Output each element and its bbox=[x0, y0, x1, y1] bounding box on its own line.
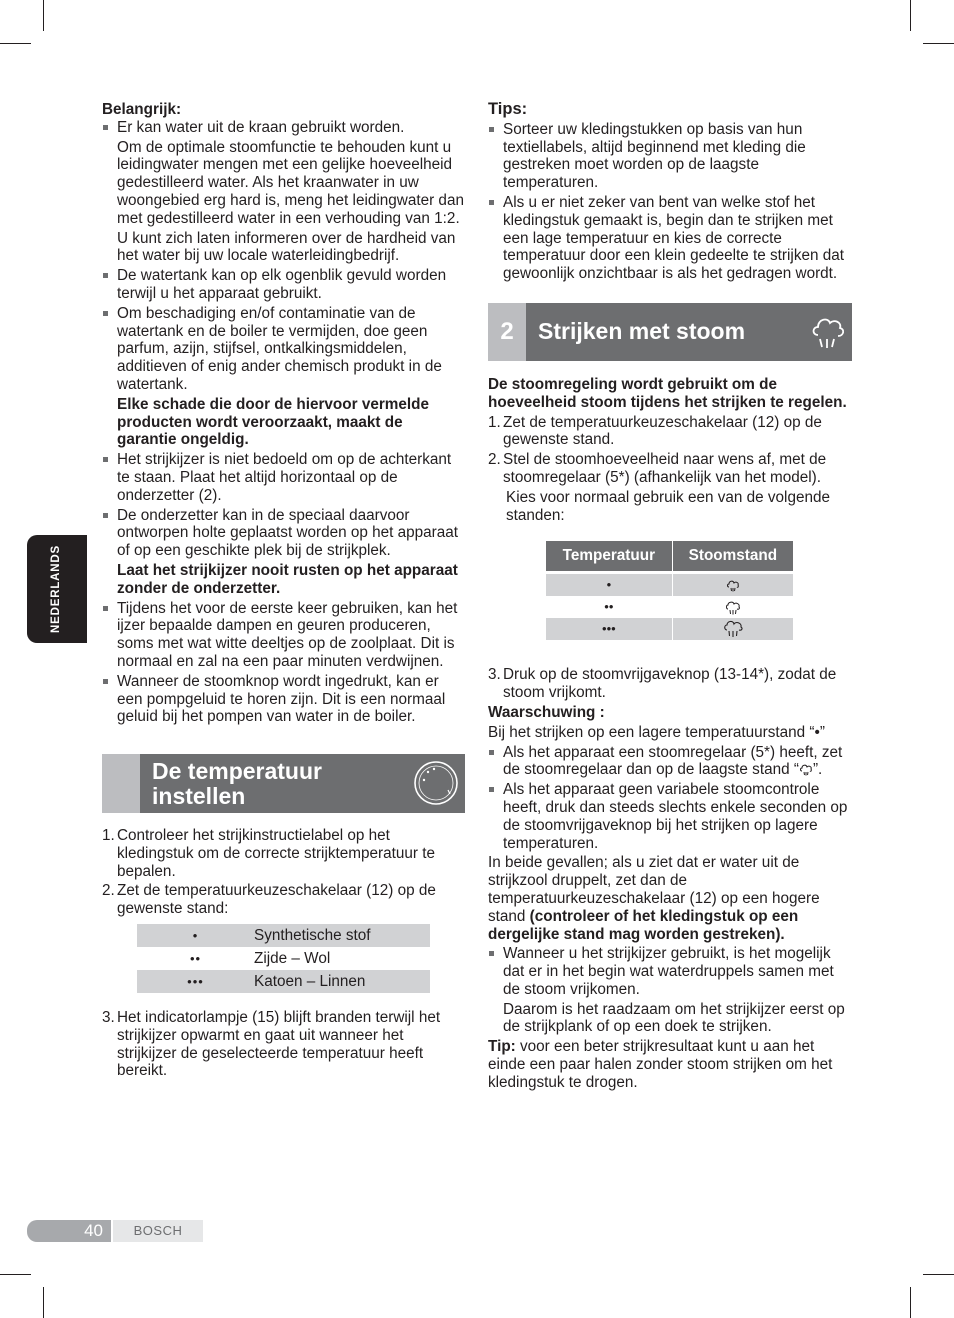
steam-cloud-icon bbox=[810, 313, 846, 351]
list-item: Het strijkijzer is niet bedoeld om op de achterkant te staan. Plaat het altijd horizontaal op de onderzetter (2). bbox=[102, 451, 464, 504]
crop-mark bbox=[910, 1287, 911, 1318]
low-steam-icon bbox=[726, 579, 740, 593]
list-item: Als het apparaat geen variabele stoomcontrole heeft, druk dan steeds slechts enkele seconden op de stoomvrijgaveknop bij het strijken op lagere temperaturen. bbox=[488, 781, 852, 852]
section-number: 2 bbox=[500, 318, 514, 346]
list-item: Om beschadiging en/of contaminatie van de watertank en de boiler te vermijden, doe geen parfum, azijn, stijfsel, ontkalkingsmiddelen, additieven of enig ander chemisch produkt in de watertank. bbox=[102, 305, 464, 394]
step-1 bbox=[488, 414, 852, 450]
crop-mark bbox=[43, 1287, 44, 1318]
steam-cell bbox=[672, 574, 793, 596]
warning-note: Elke schade die door de hiervoor vermelde producten wordt veroorzaakt, maakt de garantie ongeldig. bbox=[117, 395, 430, 449]
tip-label: Tip: bbox=[488, 1038, 516, 1056]
crop-mark bbox=[923, 43, 954, 44]
list-item: De onderzetter kan in de speciaal daarvoor ontworpen holte geplaatst worden op het apparaat of op een geschikte plek bij de strijkplek. bbox=[102, 507, 464, 560]
step-text: Zet de temperatuurkeuzeschakelaar (12) op de gewenste stand: bbox=[117, 882, 436, 918]
section-title bbox=[152, 759, 322, 809]
list-item: Tijdens het voor de eerste keer gebruiken, kan het ijzer bepaalde dampen en geuren produceren, soms met wat witte deeltjes op de zoolplaat. Dit is normaal en zal na een paar minuten verdwijnen. bbox=[102, 600, 464, 671]
section-title: Strijken met stoom bbox=[538, 317, 746, 344]
step-number: 2. bbox=[488, 451, 501, 469]
temp-dots: • bbox=[137, 924, 254, 947]
crop-mark bbox=[0, 1274, 31, 1275]
step-number: 1. bbox=[102, 827, 115, 845]
step-number: 3. bbox=[488, 666, 501, 684]
table-row bbox=[546, 618, 793, 640]
step-text: Stel de stoomhoeveelheid naar wens af, met de stoomregelaar (5*) (afhankelijk van het model). bbox=[503, 451, 827, 486]
temp-dots: •• bbox=[604, 599, 614, 615]
paragraph-bold: (controleer of het kledingstuk op een dergelijke stand mag worden gestreken). bbox=[488, 907, 799, 943]
steam-cell bbox=[672, 596, 793, 618]
step-number: 3. bbox=[102, 1009, 115, 1027]
step-2 bbox=[488, 451, 852, 487]
crop-mark bbox=[923, 1274, 954, 1275]
table-row bbox=[546, 596, 793, 618]
list-item: Als u er niet zeker van bent van welke stof het kledingstuk gemaakt is, begin dan te strijken met een lage temperatuur en kies de correcte temperatuur door een klein gedeelte te strijken dat gewoonlijk onzichtbaar is als het gedragen wordt. bbox=[488, 194, 852, 283]
step-3 bbox=[102, 1009, 464, 1080]
section-title-line: instellen bbox=[152, 783, 246, 810]
fabric-label: Zijde – Wol bbox=[254, 949, 331, 967]
fabric-label: Katoen – Linnen bbox=[254, 970, 430, 993]
step-1 bbox=[102, 827, 464, 880]
crop-mark bbox=[910, 0, 911, 31]
section-banner-temperature bbox=[102, 754, 465, 813]
list-item: Wanneer u het strijkijzer gebruikt, is het mogelijk dat er in het begin wat waterdruppels samen met de stoom vrijkomen. bbox=[488, 945, 852, 998]
paragraph-text: In beide gevallen; als u ziet dat er water uit de strijkzool druppelt, zet dan de temperatuurkeuzeschakelaar (12) op een hogere stand bbox=[488, 854, 820, 925]
language-tab-label: NEDERLANDS bbox=[50, 545, 63, 633]
list-item: Wanneer de stoomknop wordt ingedrukt, kan er een pompgeluid te horen zijn. Dit is een normaal geluid bij het pompen van water in de boiler. bbox=[102, 673, 464, 726]
steam-cell bbox=[672, 618, 793, 640]
paragraph: U kunt zich laten informeren over de hardheid van het water bij uw locale waterleidingbedrijf. bbox=[117, 229, 456, 265]
temp-dots: • bbox=[546, 574, 672, 596]
step-text: Zet de temperatuurkeuzeschakelaar (12) op de gewenste stand. bbox=[503, 413, 822, 449]
right-column bbox=[488, 101, 852, 1092]
list-item: Sorteer uw kledingstukken op basis van hun textiellabels, altijd beginnend met kleding die gestreken moet worden op de laagste temperaturen. bbox=[488, 121, 852, 192]
table-header-row bbox=[546, 541, 793, 571]
medium-steam-icon bbox=[725, 600, 741, 616]
brand-label: BOSCH bbox=[113, 1220, 203, 1242]
crop-mark bbox=[0, 43, 31, 44]
column-header-steam: Stoomstand bbox=[672, 541, 793, 571]
paragraph: Daarom is het raadzaam om het strijkijzer eerst op de strijkplank of op een doek te strijken. bbox=[503, 1000, 845, 1036]
temp-dots: ••• bbox=[137, 970, 254, 993]
temperature-dial-icon bbox=[412, 760, 460, 806]
section-banner-steam bbox=[488, 303, 852, 361]
language-tab bbox=[27, 535, 87, 643]
page-number: 40 bbox=[27, 1220, 111, 1242]
step-text: Het indicatorlampje (15) blijft branden terwijl het strijkijzer opwarmt en gaat uit wanneer het strijkijzer de geselecteerde temperatuur heeft bereikt. bbox=[117, 1009, 441, 1080]
list-item: De watertank kan op elk ogenblik gevuld worden terwijl u het apparaat gebruikt. bbox=[102, 267, 464, 303]
high-steam-icon bbox=[723, 619, 743, 639]
warning-text: Bij het strijken op een lagere temperatuurstand “•” bbox=[488, 723, 825, 741]
tips-heading: Tips: bbox=[488, 100, 528, 118]
tip-text: voor een beter strijkresultaat kunt u aan het einde een paar halen zonder stoom strijken om het kledingstuk te drogen. bbox=[488, 1038, 833, 1091]
step-number: 1. bbox=[488, 413, 501, 431]
step-2 bbox=[102, 882, 464, 918]
column-header-temperature: Temperatuur bbox=[546, 541, 672, 571]
table-row bbox=[137, 970, 430, 993]
temperature-table bbox=[137, 924, 430, 993]
intro-text: De stoomregeling wordt gebruikt om de hoeveelheid stoom tijdens het strijken te regelen. bbox=[488, 375, 847, 411]
warning-heading: Waarschuwing : bbox=[488, 703, 605, 721]
list-item bbox=[488, 744, 852, 780]
step-text: Controleer het strijkinstructielabel op het kledingstuk om de correcte strijktemperatuur te bepalen. bbox=[117, 827, 435, 880]
steam-table bbox=[546, 541, 793, 640]
section-title-line: De temperatuur bbox=[152, 758, 322, 785]
page-footer bbox=[27, 1220, 203, 1242]
left-column bbox=[102, 101, 464, 1080]
fabric-label: Synthetische stof bbox=[254, 924, 430, 947]
tip-paragraph bbox=[488, 1038, 852, 1091]
table-row bbox=[137, 924, 430, 947]
temp-dots: •• bbox=[189, 950, 202, 966]
list-item-text: Als het apparaat een stoomregelaar (5*) heeft, zet de stoomregelaar dan op de laagste stand “ bbox=[503, 743, 843, 779]
crop-mark bbox=[43, 0, 44, 31]
list-item-text: ”. bbox=[812, 761, 823, 779]
important-heading: Belangrijk: bbox=[102, 101, 182, 118]
low-steam-icon bbox=[799, 763, 813, 777]
temp-dots: ••• bbox=[546, 618, 672, 640]
table-row bbox=[137, 947, 430, 970]
paragraph: Kies voor normaal gebruik een van de volgende standen: bbox=[506, 488, 830, 524]
table-row bbox=[546, 574, 793, 596]
step-3 bbox=[488, 666, 852, 702]
step-number: 2. bbox=[102, 882, 115, 900]
paragraph: Om de optimale stoomfunctie te behouden kunt u leidingwater mengen met een gelijke hoeveelheid gedestilleerd water. Als het kraanwater in uw woongebied erg hard is, meng het leidingwater dan met gedestilleerd water in een verhouding van 1:2. bbox=[117, 138, 464, 227]
paragraph bbox=[488, 854, 852, 943]
step-text: Druk op de stoomvrijgaveknop (13-14*), zodat de stoom vrijkomt. bbox=[503, 666, 837, 702]
list-item: Er kan water uit de kraan gebruikt worden. bbox=[102, 119, 464, 137]
warning-note: Laat het strijkijzer nooit rusten op het apparaat zonder de onderzetter. bbox=[117, 561, 458, 597]
